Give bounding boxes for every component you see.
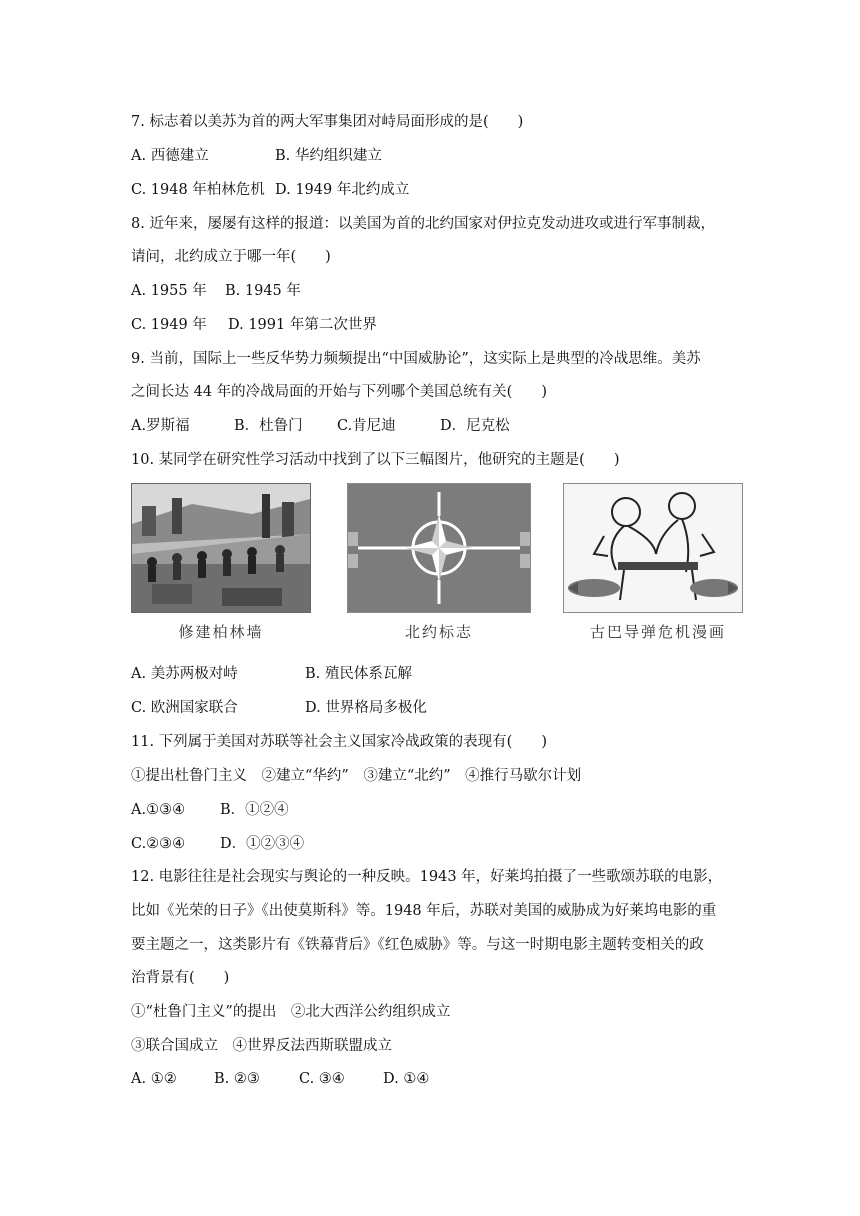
- q8-stem-line2: 请问，北约成立于哪一年( ): [131, 249, 331, 265]
- q9-option-d: D．尼克松: [440, 418, 510, 434]
- q10-option-d: D. 世界格局多极化: [305, 700, 427, 716]
- q12-option-b: B. ②③: [214, 1071, 260, 1087]
- q12-stem-line4: 治背景有( ): [131, 970, 230, 986]
- q9-option-c: C.肯尼迪: [337, 418, 396, 434]
- q12-statements-line1: ①“杜鲁门主义”的提出 ②北大西洋公约组织成立: [131, 1004, 451, 1020]
- q7-option-c: C. 1948 年柏林危机: [131, 182, 265, 198]
- q9-option-b: B．杜鲁门: [234, 418, 303, 434]
- q11-option-b: B．①②④: [220, 802, 289, 818]
- figure-caption-cuban-missile-cartoon: 古巴导弹危机漫画: [589, 623, 726, 641]
- q8-option-c: C. 1949 年: [131, 317, 207, 333]
- q11-option-d: D．①②③④: [220, 836, 305, 852]
- figure-caption-nato-emblem: 北约标志: [404, 623, 473, 641]
- q7-option-b: B. 华约组织建立: [275, 148, 382, 164]
- q12-option-a: A. ①②: [131, 1071, 177, 1087]
- q11-option-a: A.①③④: [131, 802, 186, 818]
- q12-stem-line3: 要主题之一，这类影片有《铁幕背后》《红色威胁》等。与这一时期电影主题转变相关的政: [131, 937, 704, 953]
- q12-option-c: C. ③④: [299, 1071, 345, 1087]
- q9-stem-line2: 之间长达 44 年的冷战局面的开始与下列哪个美国总统有关( ): [131, 384, 547, 400]
- q10-option-c: C. 欧洲国家联合: [131, 700, 238, 716]
- berlin-wall-photo: [131, 483, 311, 613]
- q7-stem: 7. 标志着以美苏为首的两大军事集团对峙局面形成的是( ): [131, 114, 524, 130]
- cuban-missile-cartoon-figure: [563, 483, 753, 653]
- q11-statements: ①提出杜鲁门主义 ②建立“华约” ③建立“北约” ④推行马歇尔计划: [131, 768, 582, 784]
- q10-option-a: A. 美苏两极对峙: [131, 666, 238, 682]
- q7-option-d: D. 1949 年北约成立: [275, 182, 410, 198]
- q12-stem-line2: 比如《光荣的日子》《出使莫斯科》等。1948 年后，苏联对美国的威胁成为好莱坞电影的重: [131, 903, 717, 919]
- figure-caption-berlin-wall: 修建柏林墙: [178, 623, 264, 641]
- nato-emblem: [347, 483, 531, 613]
- nato-emblem-figure: [347, 483, 531, 653]
- q8-option-d: D. 1991 年第二次世界: [228, 317, 377, 333]
- q9-stem-line1: 9. 当前，国际上一些反华势力频频提出“中国威胁论”，这实际上是典型的冷战思维。美苏: [131, 351, 701, 367]
- q10-option-b: B. 殖民体系瓦解: [305, 666, 412, 682]
- q10-figures: [131, 483, 753, 653]
- q8-option-b: B. 1945 年: [225, 283, 301, 299]
- q8-option-a: A. 1955 年: [131, 283, 207, 299]
- q11-stem: 11. 下列属于美国对苏联等社会主义国家冷战政策的表现有( ): [131, 734, 547, 750]
- q11-option-c: C.②③④: [131, 836, 186, 852]
- q12-stem-line1: 12. 电影往往是社会现实与舆论的一种反映。1943 年，好莱坞拍摄了一些歌颂苏联的电影，: [131, 869, 723, 885]
- q9-option-a: A.罗斯福: [131, 418, 190, 434]
- q12-statements-line2: ③联合国成立 ④世界反法西斯联盟成立: [131, 1038, 392, 1054]
- q7-option-a: A. 西德建立: [131, 148, 209, 164]
- q12-option-d: D. ①④: [383, 1071, 430, 1087]
- q10-stem: 10. 某同学在研究性学习活动中找到了以下三幅图片，他研究的主题是( ): [131, 452, 620, 468]
- cuban-missile-cartoon: [563, 483, 743, 613]
- berlin-wall-figure: [131, 483, 311, 653]
- q8-stem-line1: 8. 近年来，屡屡有这样的报道：以美国为首的北约国家对伊拉克发动进攻或进行军事制裁，: [131, 216, 715, 232]
